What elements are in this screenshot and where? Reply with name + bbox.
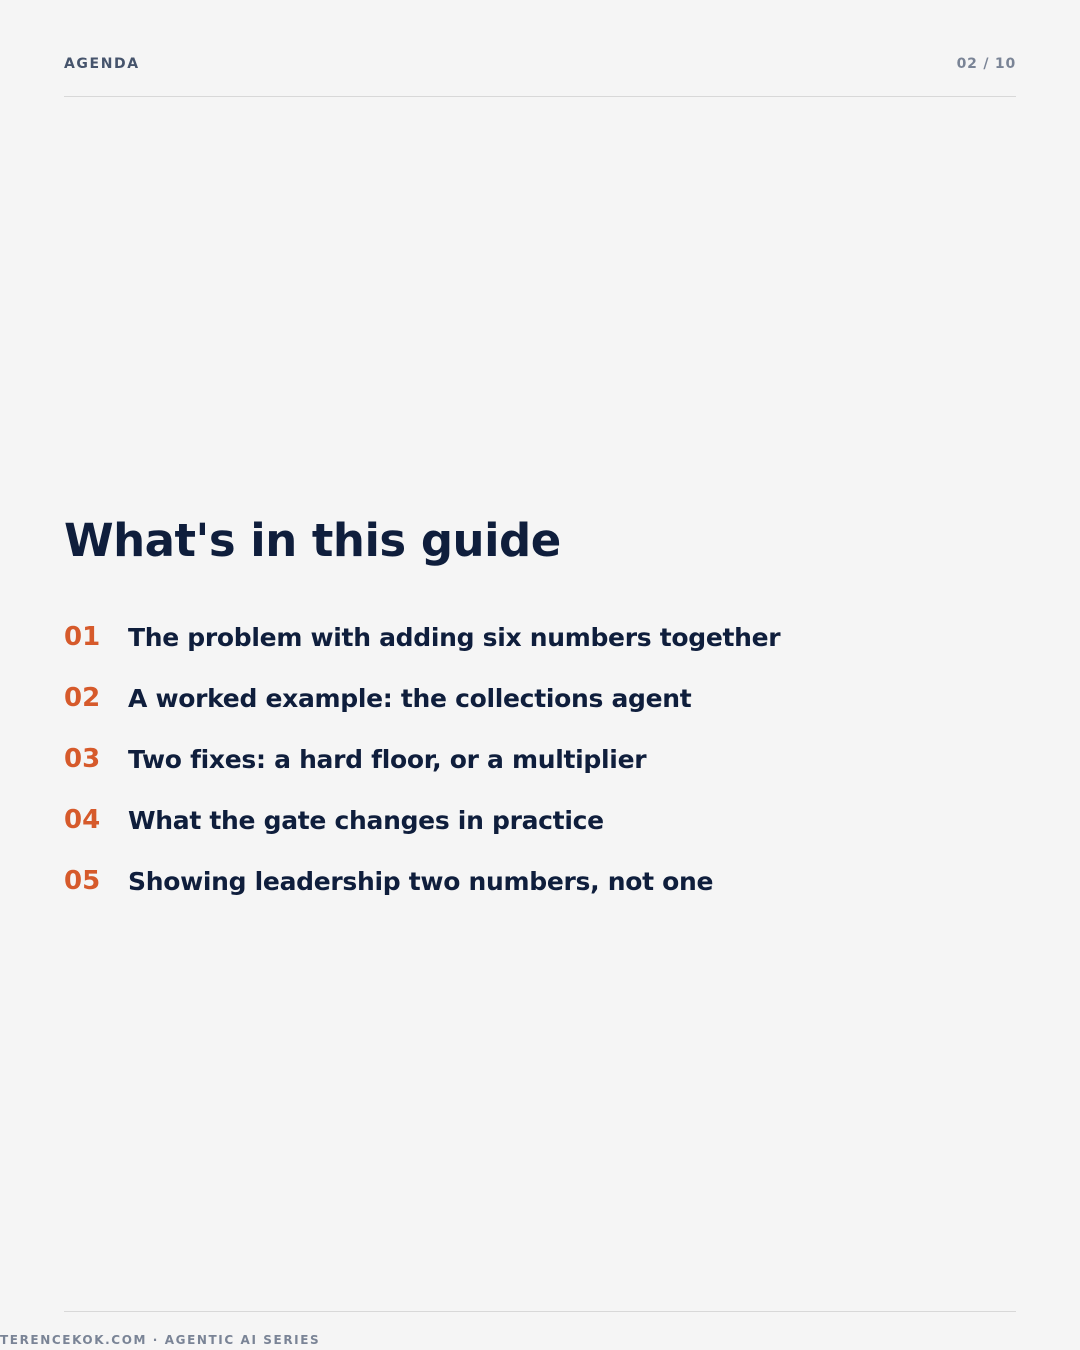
section-label: AGENDA	[64, 56, 140, 72]
agenda-item	[64, 863, 780, 899]
slide-header	[64, 56, 1016, 72]
agenda-item-title: Showing leadership two numbers, not one	[128, 866, 714, 896]
agenda-item-title: What the gate changes in practice	[128, 805, 604, 835]
agenda-item-title: A worked example: the collections agent	[128, 683, 692, 713]
page-title: What's in this guide	[64, 514, 561, 567]
agenda-item-title: Two fixes: a hard floor, or a multiplier	[128, 744, 647, 774]
header-divider	[64, 96, 1016, 97]
agenda-item-number: 03	[64, 744, 101, 774]
agenda-item-number: 05	[64, 866, 101, 896]
agenda-item-number: 02	[64, 683, 101, 713]
footer-credit: TERENCEKOK.COM · AGENTIC AI SERIES	[0, 1333, 321, 1347]
page-counter: 02 / 10	[956, 56, 1016, 72]
agenda-item	[64, 680, 780, 716]
footer-divider	[64, 1311, 1016, 1312]
agenda-item	[64, 619, 780, 655]
agenda-item	[64, 741, 780, 777]
agenda-list	[64, 619, 780, 924]
agenda-item	[64, 802, 780, 838]
agenda-item-title: The problem with adding six numbers together	[128, 622, 781, 652]
agenda-item-number: 04	[64, 805, 101, 835]
agenda-item-number: 01	[64, 622, 101, 652]
